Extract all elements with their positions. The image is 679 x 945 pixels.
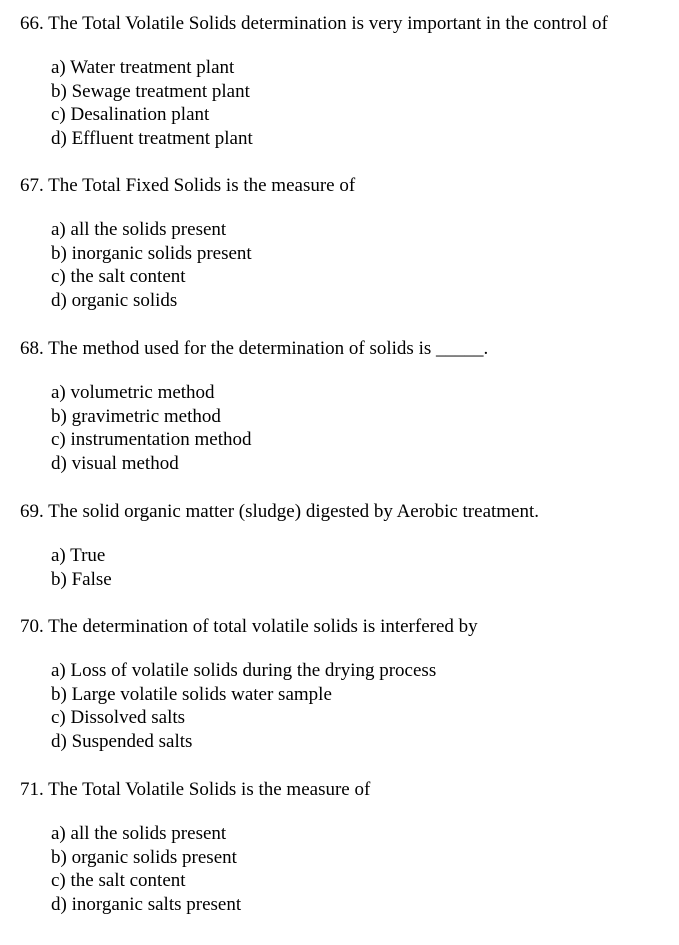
question-text: 68. The method used for the determination of solids is _____. [20, 338, 489, 359]
option-list [51, 218, 252, 312]
option-item: a) all the solids present [51, 219, 227, 240]
option-list [51, 659, 436, 753]
option-item: a) Loss of volatile solids during the drying process [51, 660, 437, 681]
question-text: 70. The determination of total volatile solids is interfered by [20, 616, 478, 637]
option-item: b) inorganic solids present [51, 242, 252, 264]
option-item: d) Effluent treatment plant [51, 127, 253, 149]
option-item: c) instrumentation method [51, 429, 252, 451]
option-item: a) Water treatment plant [51, 57, 235, 78]
option-list [51, 822, 241, 916]
option-item: b) False [51, 568, 112, 590]
option-item: b) gravimetric method [51, 405, 221, 427]
option-item: b) organic solids present [51, 846, 237, 868]
option-item: c) the salt content [51, 266, 186, 288]
option-list [51, 544, 112, 591]
option-item: a) volumetric method [51, 382, 215, 403]
option-item: b) Large volatile solids water sample [51, 683, 332, 705]
option-item: c) the salt content [51, 870, 186, 892]
option-item: d) inorganic salts present [51, 893, 242, 915]
option-item: d) organic solids [51, 289, 178, 311]
question-text: 66. The Total Volatile Solids determination is very important in the control of [20, 13, 608, 34]
option-item: d) Suspended salts [51, 730, 193, 752]
option-list [51, 56, 253, 150]
option-item: d) visual method [51, 452, 179, 474]
question-text: 69. The solid organic matter (sludge) digested by Aerobic treatment. [20, 501, 540, 522]
option-item: c) Dissolved salts [51, 707, 186, 729]
option-item: a) all the solids present [51, 823, 227, 844]
option-item: c) Desalination plant [51, 104, 210, 126]
question-text: 67. The Total Fixed Solids is the measure of [20, 175, 356, 196]
question-text: 71. The Total Volatile Solids is the measure of [20, 779, 371, 800]
option-item: a) True [51, 545, 106, 566]
option-item: b) Sewage treatment plant [51, 80, 250, 102]
option-list [51, 381, 252, 475]
